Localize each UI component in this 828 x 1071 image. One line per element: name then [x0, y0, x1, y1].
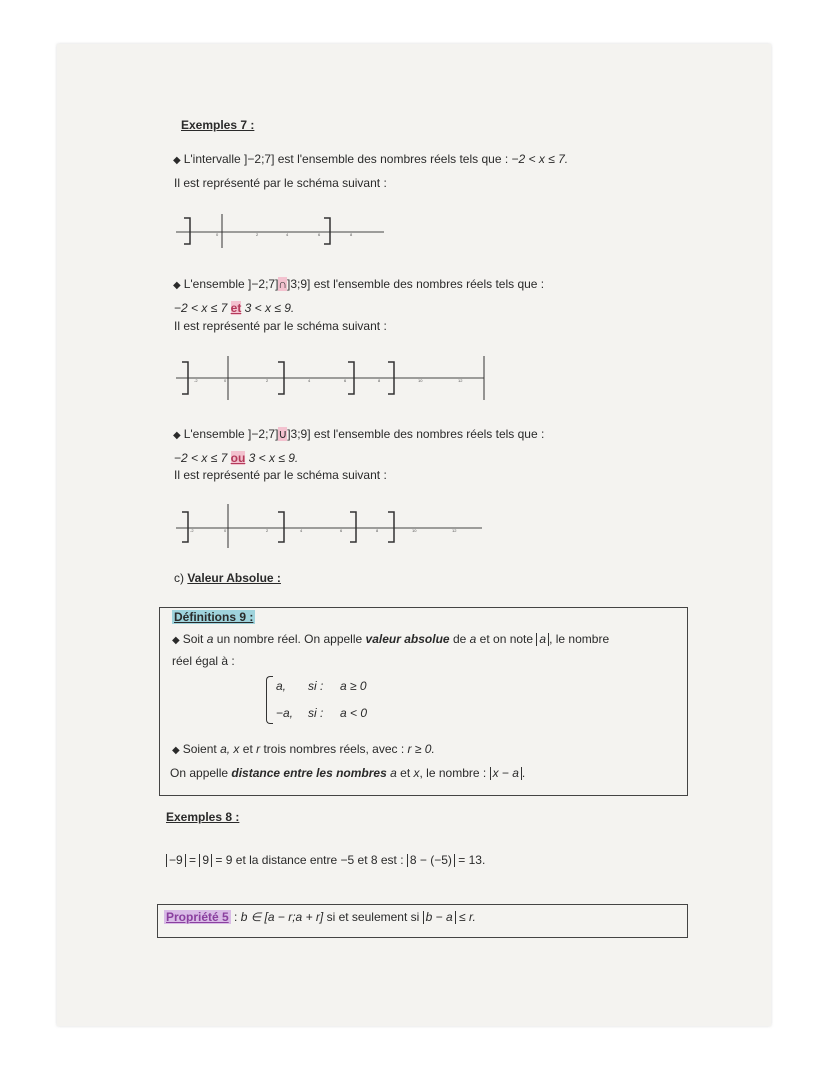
svg-text:10: 10: [412, 528, 417, 533]
bullet-icon: ◆: [173, 430, 181, 441]
svg-text:0: 0: [216, 232, 219, 237]
definition-line3: ◆ Soient a, x et r trois nombres réels, avec : r ≥ 0.: [172, 742, 435, 756]
bracket-open-3: [350, 512, 356, 542]
svg-text:4: 4: [300, 528, 303, 533]
bracket-closed-right: [324, 218, 330, 244]
example7-schema-intro: Il est représenté par le schéma suivant :: [174, 176, 387, 190]
example7-line1: ◆ L'intervalle ]−2;7] est l'ensemble des nombres réels tels que : −2 < x ≤ 7.: [173, 152, 569, 166]
case-1: a, si : a ≥ 0: [276, 679, 367, 693]
example7-schema-intro-3: Il est représenté par le schéma suivant :: [174, 468, 387, 482]
number-line-1: [172, 208, 392, 248]
example7-line2: ◆ L'ensemble ]−2;7]∩]3;9] est l'ensemble des nombres réels tels que :: [173, 277, 545, 291]
definitions9-title: Définitions 9 :: [174, 610, 254, 624]
svg-text:6: 6: [318, 232, 321, 237]
svg-text:2: 2: [266, 528, 269, 533]
bullet-icon: ◆: [172, 635, 180, 646]
examples7-title: Exemples 7 :: [181, 118, 255, 132]
svg-text:8: 8: [376, 528, 379, 533]
svg-text:2: 2: [256, 232, 259, 237]
svg-text:-2: -2: [190, 528, 194, 533]
bullet-icon: ◆: [173, 280, 181, 291]
tick-labels: [190, 528, 457, 533]
svg-text:4: 4: [286, 232, 289, 237]
definition-line2: réel égal à :: [172, 654, 235, 668]
bracket-closed-9: [388, 512, 394, 542]
example7-schema-intro-2: Il est représenté par le schéma suivant :: [174, 319, 387, 333]
svg-text:8: 8: [378, 378, 381, 383]
svg-text:6: 6: [340, 528, 343, 533]
propriete5-line: Propriété 5 : b ∈ [a − r;a + r] si et seulement si b − a ≤ r.: [166, 910, 476, 924]
section-c-heading: c) Valeur Absolue :: [174, 571, 281, 585]
svg-text:0: 0: [224, 378, 227, 383]
svg-text:0: 0: [224, 528, 227, 533]
svg-text:10: 10: [418, 378, 423, 383]
bracket-open-left: [184, 218, 190, 244]
svg-text:12: 12: [458, 378, 463, 383]
svg-text:-2: -2: [194, 378, 198, 383]
bracket-open-left: [182, 512, 188, 542]
bullet-icon: ◆: [173, 155, 181, 166]
example7-line3: ◆ L'ensemble ]−2;7]∪]3;9] est l'ensemble des nombres réels tels que :: [173, 427, 545, 441]
examples8-line: −9 = 9 = 9 et la distance entre −5 et 8 est : 8 − (−5) = 13.: [166, 852, 485, 868]
tick-labels: [216, 232, 353, 237]
examples8-title: Exemples 8 :: [166, 810, 240, 824]
case-2: −a, si : a < 0: [276, 706, 368, 720]
cases-brace: [266, 676, 273, 724]
number-line-2: [172, 352, 492, 404]
svg-text:8: 8: [350, 232, 353, 237]
example7-condition3: −2 < x ≤ 7 ou 3 < x ≤ 9.: [174, 451, 299, 465]
definition-line1: ◆ Soit a un nombre réel. On appelle valeur absolue de a et on note a , le nombre: [172, 632, 610, 646]
svg-text:2: 2: [266, 378, 269, 383]
definition-line4: On appelle distance entre les nombres a et x, le nombre : x − a .: [170, 766, 526, 780]
svg-text:6: 6: [344, 378, 347, 383]
example7-condition2: −2 < x ≤ 7 et 3 < x ≤ 9.: [174, 301, 295, 315]
bullet-icon: ◆: [172, 745, 180, 756]
svg-text:12: 12: [452, 528, 457, 533]
bracket-closed-7: [278, 512, 284, 542]
svg-text:4: 4: [308, 378, 311, 383]
number-line-3: [172, 500, 492, 550]
tick-labels: [194, 378, 463, 383]
